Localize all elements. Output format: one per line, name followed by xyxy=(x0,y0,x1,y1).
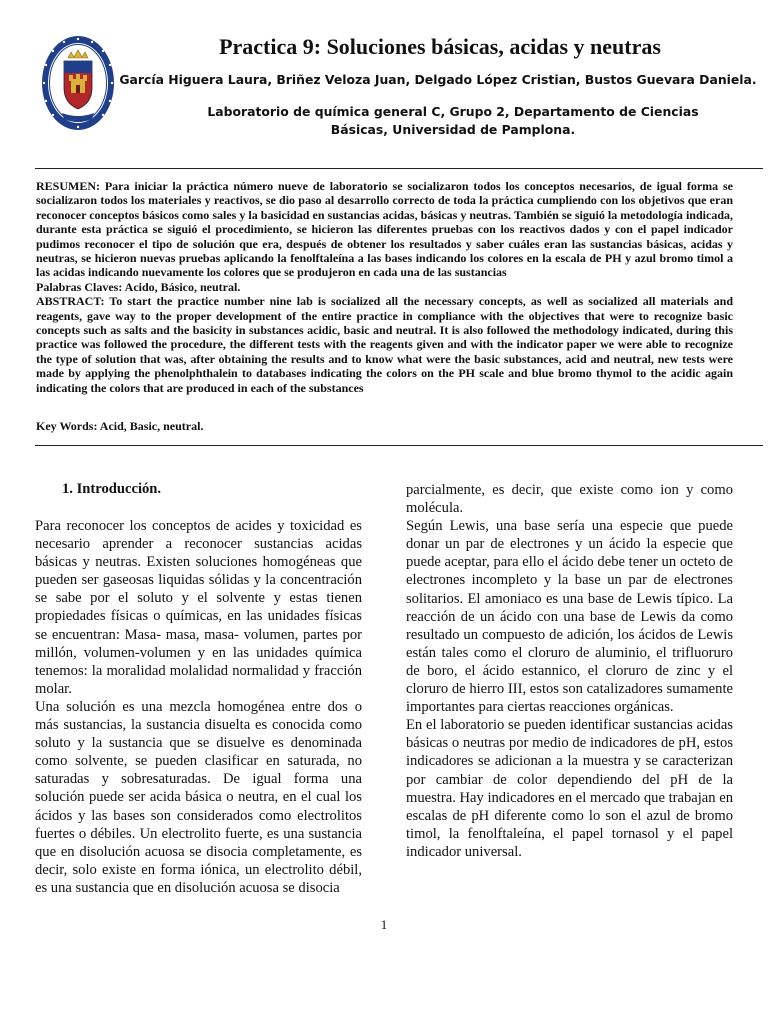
body-paragraph: parcialmente, es decir, que existe como ion y como molécula. xyxy=(406,482,733,517)
paper-title: Practica 9: Soluciones básicas, acidas y neutras xyxy=(219,34,661,59)
author-list: García Higuera Laura, Briñez Veloza Juan, Delgado López Cristian, Bustos Guevara Daniela. xyxy=(119,72,757,87)
right-column xyxy=(406,481,733,861)
affiliation: Laboratorio de química general C, Grupo 2, Departamento de Ciencias Básicas, Universidad de Pamplona. xyxy=(207,104,699,137)
resumen-text: RESUMEN: Para iniciar la práctica número nueve de laboratorio se socializaron todos los conceptos necesarios, de igual forma se socializaron todos los materiales y reactivos, se dio paso al desarrollo correcto de toda la práctica cumpliendo con los objetivos que eran reconocer conceptos básicos como sales y la basicidad en sustancias acidas, básicas y neutras. También se siguió la metodología indicada, durante esta práctica se siguió el procedimiento, se hicieron las diferentes pruebas con los reactivos dados y con el papel indicador pudimos reconocer el tipo de solución que era, después de obtener los resultados y saber cuáles eran las sustancias básicas, acidas y neutras, se hicieron nuevas pruebas aplicando la fenolftaleína a las bases indicando los colores en la escala de PH y azul bromo timol a las acidas indicando nuevamente los colores que se produjeron en cada una de las sustancias xyxy=(36,179,733,280)
abstract-block xyxy=(36,179,733,395)
abstract-english: ABSTRACT: To start the practice number nine lab is socialized all the necessary concepts, as well as socialized all materials and reagents, gave way to the proper development of the entire practice in compliance with the objectives that were to recognize basic concepts such as salts and the basicity in substances acidic, basic and neutral. It is also followed the methodology indicated, during this practice was followed the procedure, the different tests with the reagents given and with the indicator paper we were able to recognize the type of solution that was, after obtaining the results and to know what were the basic substances, acid and neutral, new tests were made by applying the phenolphthalein to databases indicating the colors on the PH scale and blue bromo thymol to the acidic again indicating the colors that are produced in each of the substances xyxy=(36,294,733,395)
page-number: 1 xyxy=(380,917,388,932)
section-heading-introduccion: 1. Introducción. xyxy=(62,481,162,497)
palabras-claves: Palabras Claves: Acido, Básico, neutral. xyxy=(36,279,241,294)
top-divider xyxy=(35,168,763,169)
body-paragraph: En el laboratorio se pueden identificar sustancias acidas básicas o neutras por medio de indicadores de pH, estos indicadores se adicionan a la muestra y se caracterizan por cambiar de color dependiendo del pH de la muestra. Hay indicadores en el mercado que trabajan en escalas de pH diferente como lo son el azul de bromo timol, la fenolftaleína, el papel tornasol y el papel indicador universal. xyxy=(406,717,733,860)
university-seal-icon xyxy=(40,33,116,133)
bottom-divider xyxy=(35,445,763,446)
key-words: Key Words: Acid, Basic, neutral. xyxy=(36,419,204,433)
body-paragraph: Una solución es una mezcla homogénea entre dos o más sustancias, la sustancia disuelta es conocida como soluto y la sustancia que se disuelve es denominada como solvente, se pueden clasificar en saturada, no saturadas y sobresaturadas. De igual forma una solución puede ser acida básica o neutra, en el cual los ácidos y las bases son considerados como electrolitos fuertes o débiles. Un electrolito fuerte, es una sustancia que en disolución acuosa se disocia completamente, es decir, solo existe en forma iónica, un electrolito débil, es una sustancia que en disolución acuosa se disocia xyxy=(35,698,362,896)
body-paragraph: Según Lewis, una base sería una especie que puede donar un par de electrones y un ácido la especie que puede aceptar, para ello el ácido debe tener un octeto de electrones incompleto y la base un par de electrones solitarios. El amoniaco es una base de Lewis típico. La reacción de un ácido con una base de Lewis da como resultado un compuesto de adición, los ácidos de Lewis están tales como el cloruro de aluminio, el trifluoruro de boro, el ácido estannico, el cloruro de zinc y el cloruro de hierro III, estos son catalizadores sumamente importantes para ciertas reacciones orgánicas. xyxy=(406,518,733,716)
body-paragraph: Para reconocer los conceptos de acides y toxicidad es necesario aprender a reconocer sustancias acidas básicas y neutras. Existen soluciones homogéneas que pueden ser gaseosas liquidas sólidas y la concentración se sabe por el soluto y el solvente y estas tienen propiedades físicas o químicas, en las unidades físicas se encuentran: Masa- masa, masa- volumen, partes por millón, volumen-volumen y en las unidades química tenemos: la moralidad molalidad normalidad y fracción molar. xyxy=(35,518,362,697)
left-column xyxy=(35,517,362,897)
